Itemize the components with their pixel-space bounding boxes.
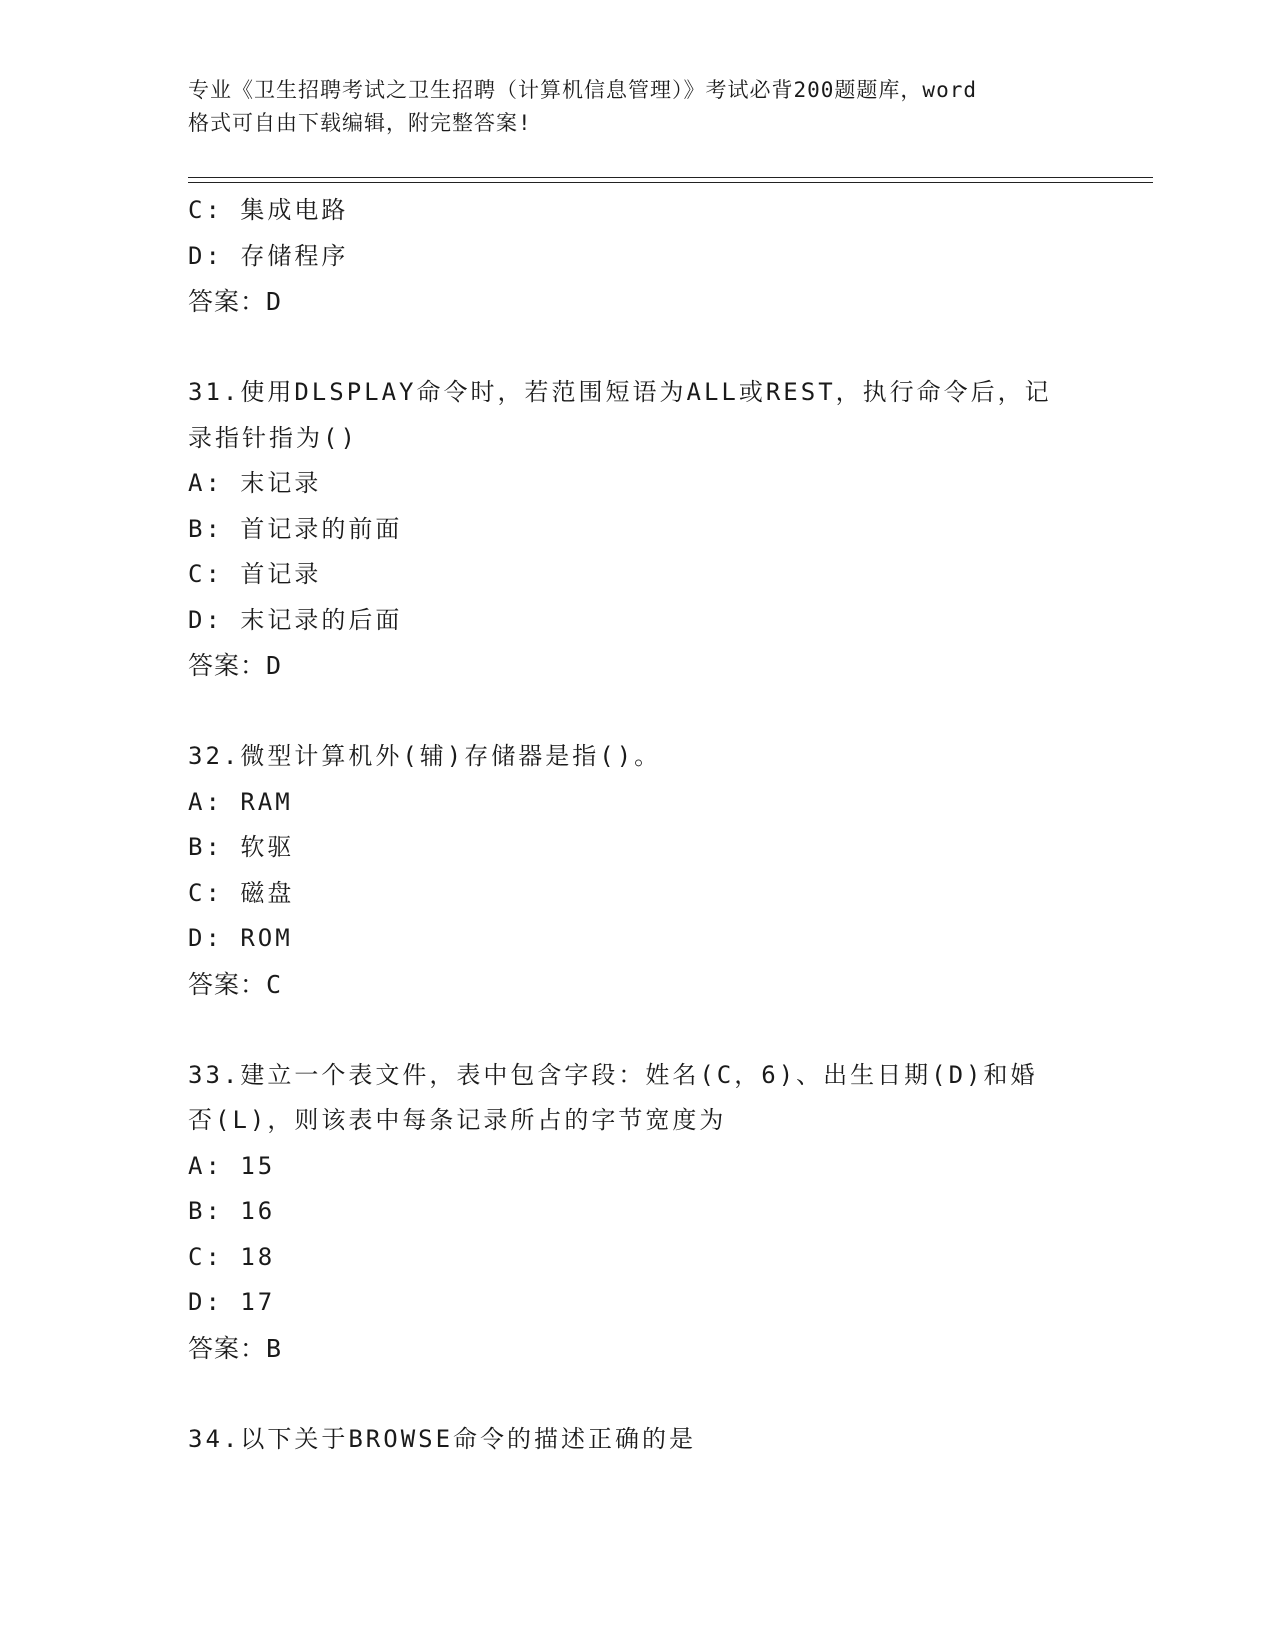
question-stem: 31.使用DLSPLAY命令时，若范围短语为ALL或REST，执行命令后，记 [188,378,1052,406]
question-stem-continued: 否(L)，则该表中每条记录所占的字节宽度为 [188,1106,727,1134]
option-b: B: 首记录的前面 [188,514,403,543]
answer: 答案：C [188,969,283,999]
question-stem: 33.建立一个表文件，表中包含字段：姓名(C，6)、出生日期(D)和婚 [188,1060,1038,1089]
question-stem: 32.微型计算机外(辅)存储器是指()。 [188,742,662,770]
header-rule-top [188,177,1153,178]
question-stem-continued: 录指针指为() [188,423,358,452]
question-33 [188,1053,1088,1372]
option-a: A: 15 [188,1151,276,1180]
document-header [188,74,1088,140]
answer: 答案：B [188,1333,283,1363]
question-30-continuation [188,188,1088,325]
option-c: C: 首记录 [188,560,322,588]
option-a: A: 末记录 [188,469,322,497]
option-a: A: RAM [188,787,293,816]
option-c: C: 磁盘 [188,878,295,907]
option-d: D: 存储程序 [188,241,349,270]
question-31 [188,370,1088,689]
question-34 [188,1417,1088,1463]
option-d: D: ROM [188,924,293,952]
question-stem: 34.以下关于BROWSE命令的描述正确的是 [188,1424,697,1453]
option-d: D: 末记录的后面 [188,605,403,634]
option-b: B: 16 [188,1197,276,1225]
question-32 [188,734,1088,1007]
document-body [188,188,1088,1462]
option-b: B: 软驱 [188,833,295,861]
option-d: D: 17 [188,1288,276,1316]
header-rule-bottom [188,182,1153,183]
option-c: C: 18 [188,1242,276,1271]
answer: 答案：D [188,287,283,316]
answer: 答案：D [188,651,283,680]
header-line-2: 格式可自由下载编辑，附完整答案! [188,111,532,135]
option-c: C: 集成电路 [188,196,349,224]
header-line-1: 专业《卫生招聘考试之卫生招聘（计算机信息管理）》考试必背200题题库，word [188,78,977,102]
